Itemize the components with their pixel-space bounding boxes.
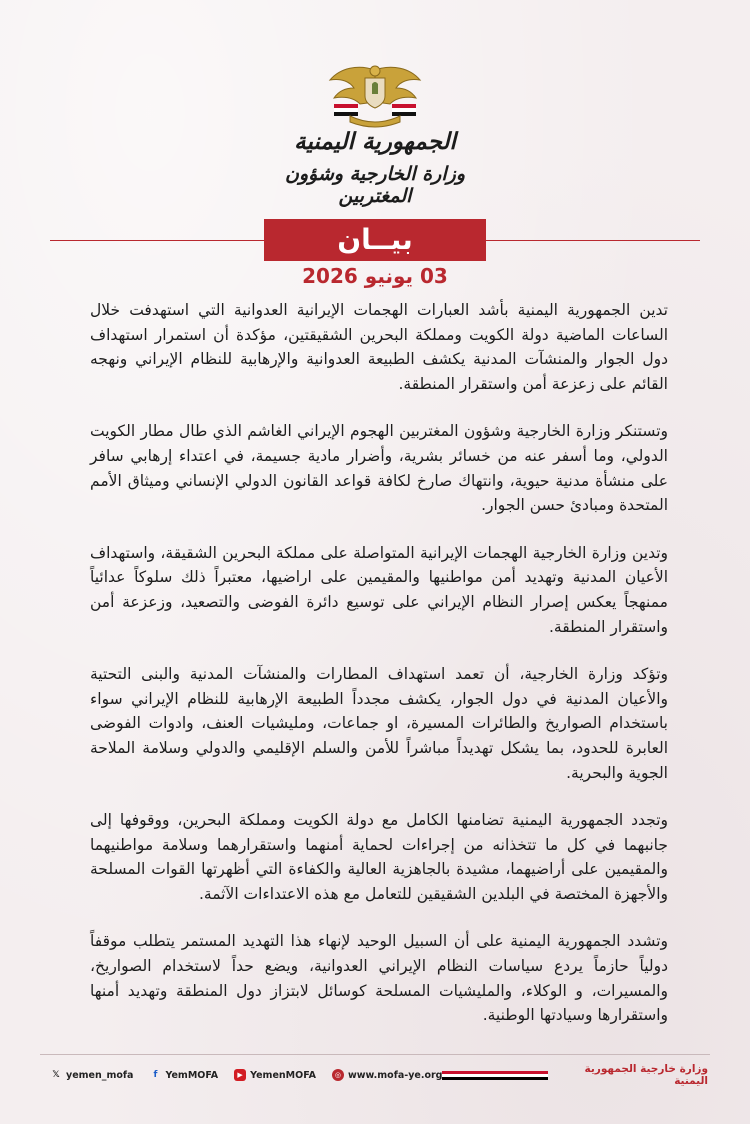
youtube-icon: ▶: [234, 1069, 246, 1081]
paragraph: وتدين وزارة الخارجية الهجمات الإيرانية المتواصلة على مملكة البحرين الشقيقة، واستهداف الأعيان المدنية وتهديد أمن مواطنيها والمقيمين على اراضيها، معتبراً ذلك سلوكاً عدائياً ممنهجاً يعكس إصرار النظام الإيراني على توسيع دائرة الفوضى والتصعيد، وزعزعة أمن واستقرار المنطقة.: [90, 543, 668, 636]
statement-date: 03 يونيو 2026: [302, 264, 448, 288]
globe-icon: ◎: [332, 1069, 344, 1081]
ministry-signature: [442, 1063, 708, 1087]
footer-rule: [40, 1054, 710, 1055]
facebook-icon: f: [153, 1070, 158, 1080]
paragraph: وتؤكد وزارة الخارجية، أن تعمد استهداف المطارات والمنشآت المدنية والبنى التحتية والأعيان المدنية في دول الجوار، يكشف مجدداً الطبيعة الإرهابية للنظام الإيراني سواء باستخدام الصواريخ والطائرات المسيرة، او جماعات، ومليشيات العنف، وادوات الفوضى العابرة للحدود، بما يشكل تهديداً مباشراً للأمن والسلم الإقليمي والدولي وسلامة الملاحة الجوية والبحرية.: [90, 665, 668, 782]
social-links: [50, 1069, 442, 1081]
social-facebook[interactable]: f YemMOFA: [149, 1069, 218, 1081]
paragraph: وتشدد الجمهورية اليمنية على أن السبيل الوحيد لإنهاء هذا التهديد المستمر يتطلب موقفاً دولياً حازماً يردع سياسات النظام الإيراني العدوانية، ويضع حداً لاستخدام الصواريخ، والمسيرات، و الوكلاء، والمليشيات المسلحة كوسائل لابتزاز دول المنطقة وتهديد أمنها واستقرارها وسيادتها الوطنية.: [90, 932, 668, 1025]
social-youtube[interactable]: ▶ YemenMOFA: [234, 1069, 316, 1081]
statement-title: بيــان: [264, 219, 486, 261]
statement-body: [90, 298, 668, 1051]
yemen-eagle-emblem: [328, 62, 422, 128]
footer: [50, 1060, 708, 1090]
paragraph: تدين الجمهورية اليمنية بأشد العبارات الهجمات الإيرانية العدوانية التي استهدفت خلال الساعات الماضية دولة الكويت ومملكة البحرين الشقيقتين، مؤكدة أن استمرار استهداف دول الجوار والمنشآت المدنية يكشف الطبيعة العدوانية والإرهابية للنظام الإيراني ونهجه القائم على زعزعة أمن واستقرار المنطقة.: [90, 301, 668, 393]
country-name-calligraphy: الجمهورية اليمنية: [294, 128, 456, 155]
paragraph: وتجدد الجمهورية اليمنية تضامنها الكامل مع دولة الكويت ومملكة البحرين، ووقوفها إلى جانبهما في كل ما تتخذانه من إجراءات لحماية أمنهما واستقرارهما وسلامة مواطنيهما والمقيمين على أراضيهما، مشيدة بالجاهزية العالية والكفاءة التي أظهرتها القوات المسلحة والأجهزة المختصة في البلدين الشقيقين للتعامل مع هذه الاعتداءات الآثمة.: [90, 811, 668, 903]
ministry-name: وزارة خارجية الجمهورية اليمنية: [584, 1063, 708, 1087]
yemen-flag-strip: [442, 1071, 547, 1080]
x-icon: 𝕏: [52, 1070, 60, 1080]
social-website[interactable]: ◎ www.mofa-ye.org: [332, 1069, 443, 1081]
social-x[interactable]: 𝕏 yemen_mofa: [50, 1069, 133, 1081]
ministry-name-calligraphy: وزارة الخارجية وشؤون المغتربين: [285, 163, 465, 207]
paragraph: وتستنكر وزارة الخارجية وشؤون المغتربين الهجوم الإيراني الغاشم الذي طال مطار الكويت الدولي، وما أسفر عنه من خسائر بشرية، وأضرار مادية جسيمة، في اعتداء إرهابي سافر على منشأة مدنية حيوية، وانتهاك صارخ لكافة قواعد القانون الدولي الإنساني وميثاق الأمم المتحدة ومبادئ حسن الجوار.: [90, 422, 668, 515]
